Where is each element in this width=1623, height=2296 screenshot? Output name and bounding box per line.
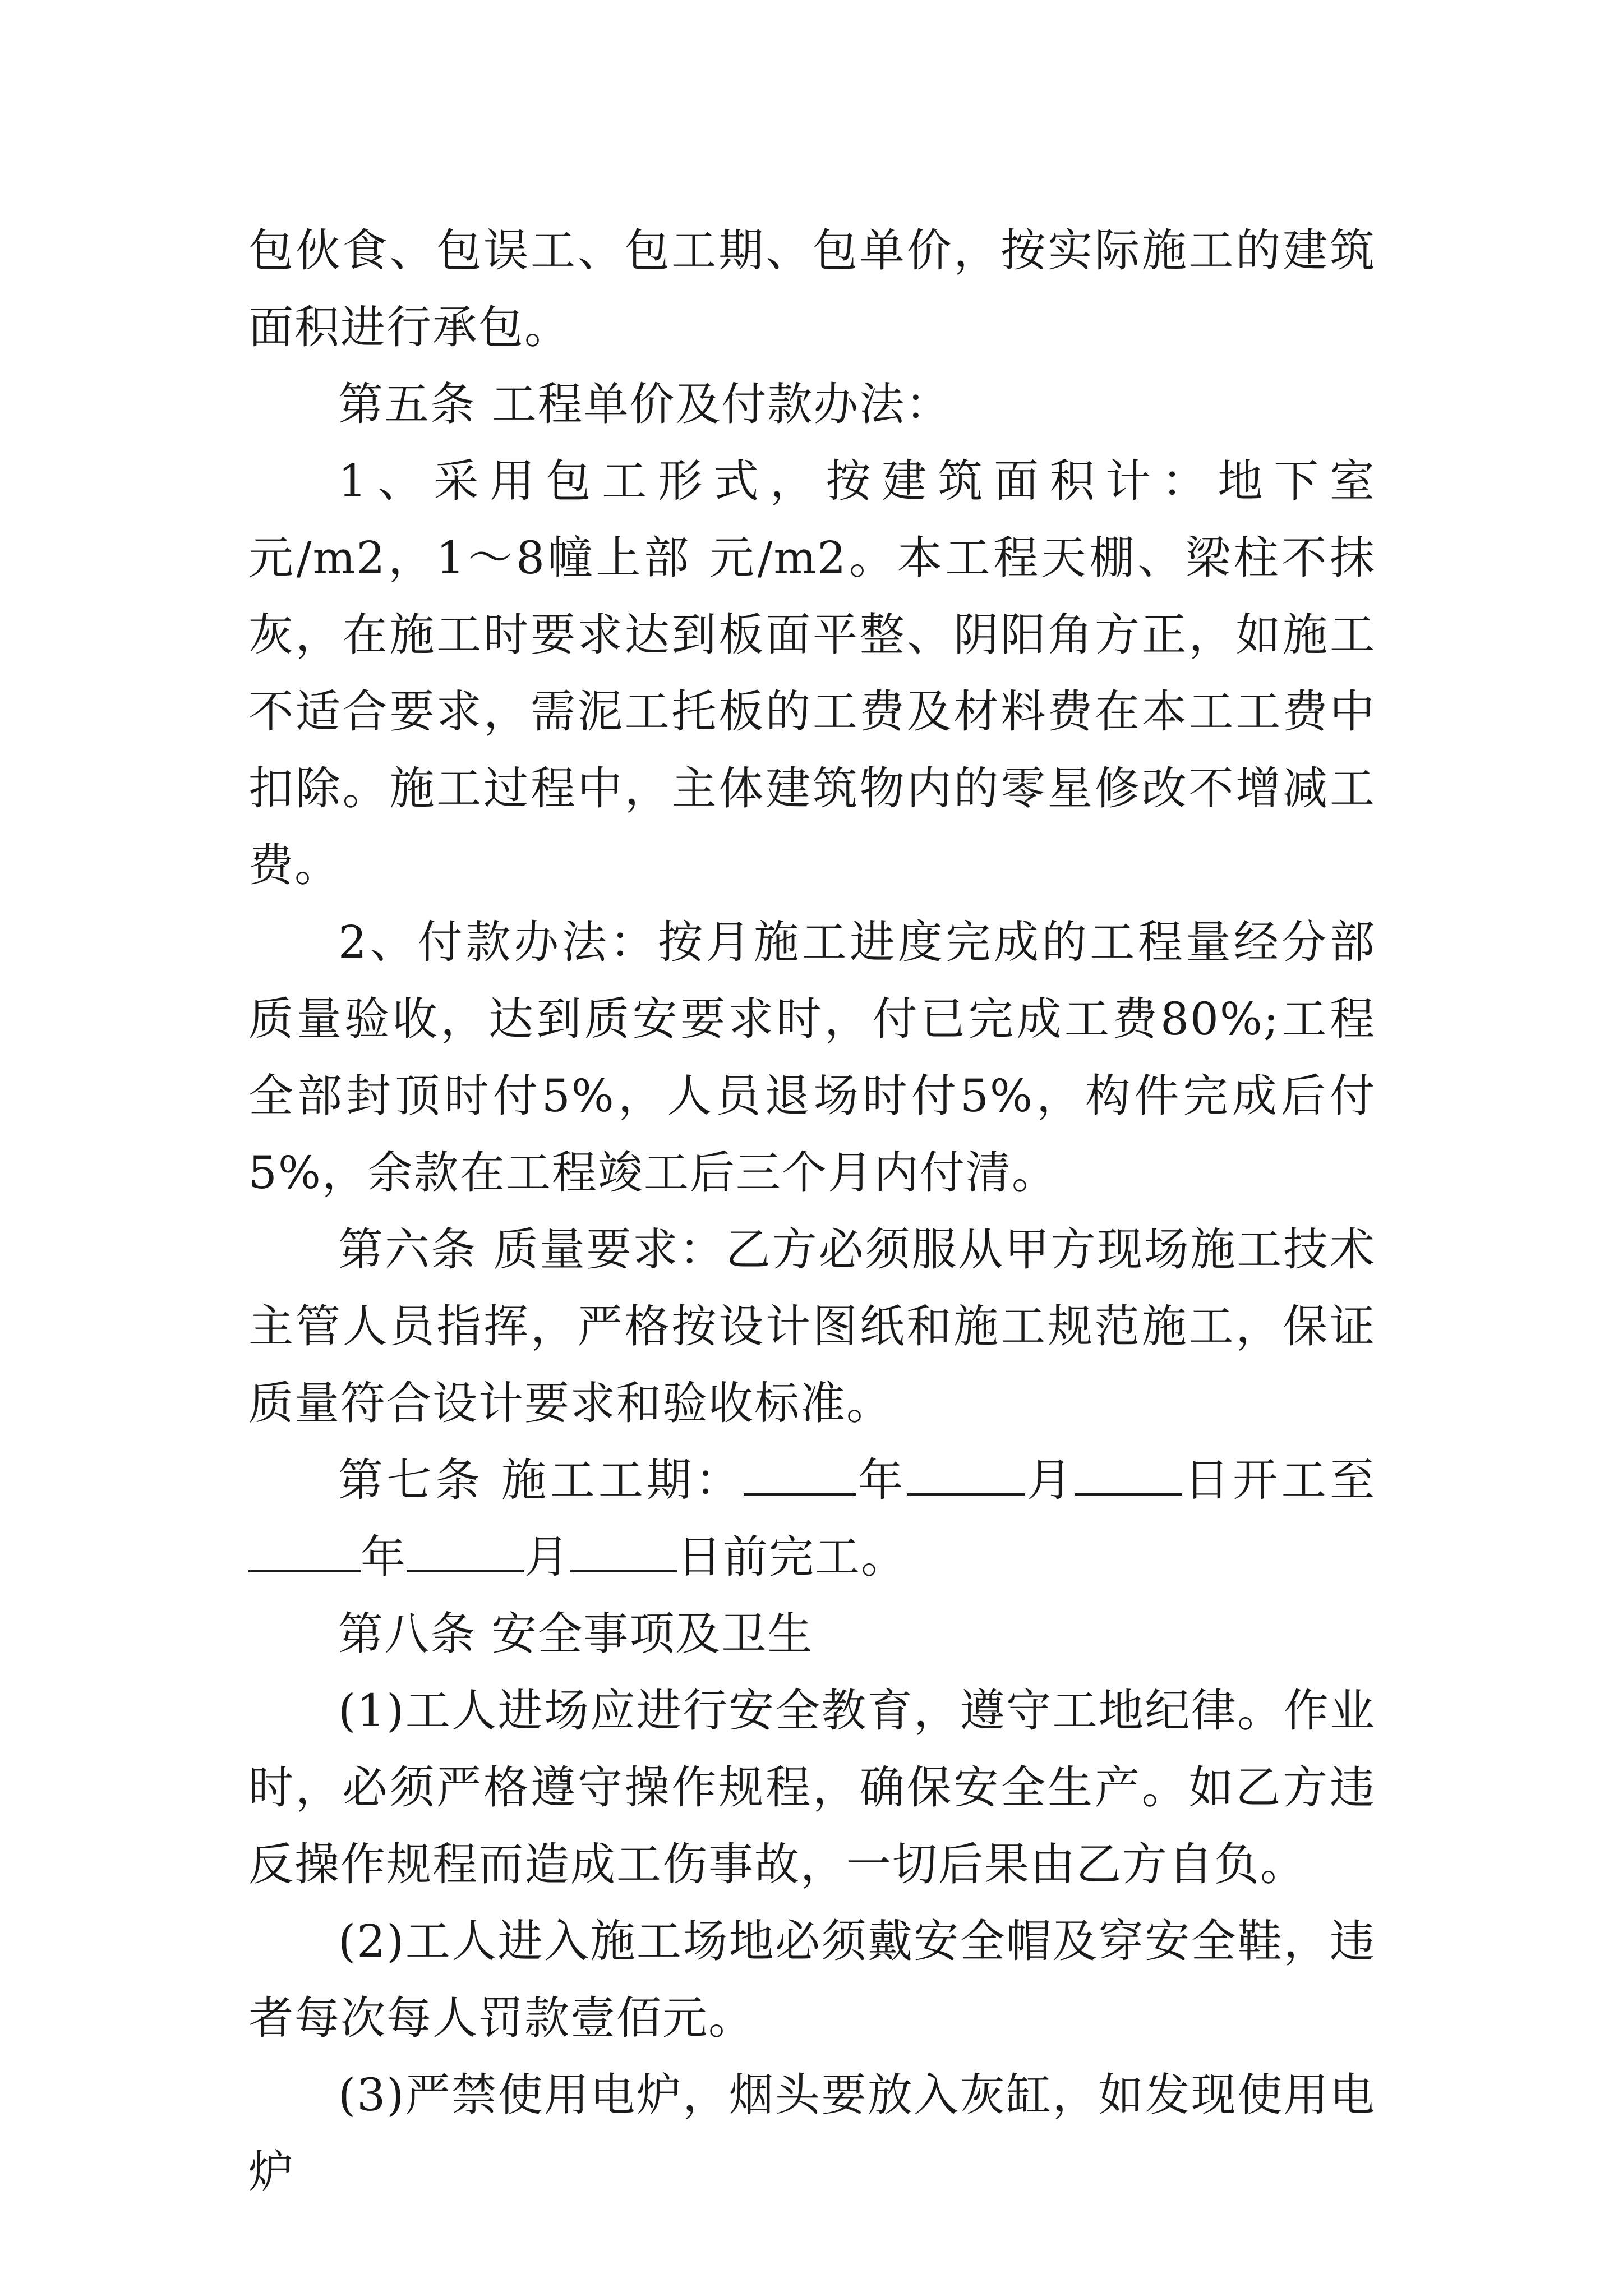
start-day-blank <box>1075 1454 1182 1496</box>
end-year-label: 年 <box>361 1531 407 1583</box>
safety-item-3: (3)严禁使用电炉，烟头要放入灰缸，如发现使用电炉 <box>248 2069 1376 2198</box>
article-8-heading: 第八条 安全事项及卫生 <box>338 1608 814 1660</box>
paragraph-payment-method: 2、付款办法：按月施工进度完成的工程量经分部质量验收，达到质安要求时，付已完成工费80%;工程全部封顶时付5%，人员退场时付5%，构件完成后付5%，余款在工程竣工后三个月内付清。 <box>248 916 1376 1199</box>
end-day-blank <box>570 1531 677 1572</box>
document-body <box>248 212 1376 2210</box>
article-7-lead: 第七条 施工工期： <box>338 1454 744 1506</box>
start-year-blank <box>744 1454 856 1496</box>
paragraph-contract-scope: 包伙食、包误工、包工期、包单价，按实际施工的建筑面积进行承包。 <box>248 224 1376 353</box>
start-month-label: 月 <box>1024 1454 1076 1506</box>
article-5-heading: 第五条 工程单价及付款办法： <box>338 378 952 430</box>
end-year-blank <box>248 1531 361 1572</box>
article-6-quality: 第六条 质量要求：乙方必须服从甲方现场施工技术主管人员指挥，严格按设计图纸和施工规范施工，保证质量符合设计要求和验收标准。 <box>248 1223 1376 1429</box>
safety-item-1: (1)工人进场应进行安全教育，遵守工地纪律。作业时，必须严格遵守操作规程，确保安全生产。如乙方违反操作规程而造成工伤事故，一切后果由乙方自负。 <box>248 1685 1376 1890</box>
start-month-blank <box>907 1454 1025 1496</box>
paragraph-unit-price: 1、采用包工形式，按建筑面积计：地下室 元/m2，1～8幢上部 元/m2。本工程天棚、梁柱不抹灰，在施工时要求达到板面平整、阴阳角方正，如施工不适合要求，需泥工托板的工费及材料费在本工工费中扣除。施工过程中，主体建筑物内的零星修改不增减工费。 <box>248 455 1376 891</box>
end-month-blank <box>407 1531 524 1572</box>
end-day-label: 日前完工。 <box>677 1531 907 1583</box>
start-year-label: 年 <box>855 1454 907 1506</box>
start-day-label: 日开工至 <box>1182 1454 1376 1506</box>
safety-item-2: (2)工人进入施工场地必须戴安全帽及穿安全鞋，违者每次每人罚款壹佰元。 <box>248 1915 1376 2044</box>
article-7-schedule <box>248 1442 1376 1595</box>
end-month-label: 月 <box>524 1531 570 1583</box>
